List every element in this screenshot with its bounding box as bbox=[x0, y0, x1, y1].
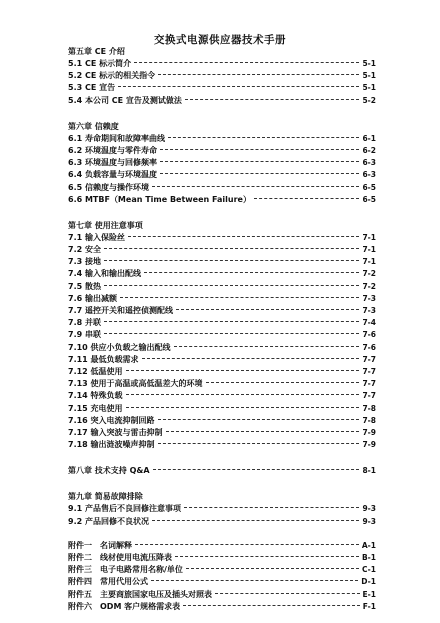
leader-dots bbox=[135, 544, 359, 545]
toc-entry-page: 7-9 bbox=[362, 440, 376, 450]
leader-dots bbox=[152, 520, 359, 521]
leader-dots bbox=[153, 469, 360, 470]
leader-dots bbox=[174, 346, 360, 347]
section-gap bbox=[68, 477, 376, 491]
leader-dots bbox=[160, 149, 359, 150]
chapter-8-entry[interactable] bbox=[68, 465, 376, 477]
leader-dots bbox=[104, 248, 359, 249]
leader-dots bbox=[184, 507, 359, 508]
toc-entry[interactable] bbox=[68, 182, 376, 194]
leader-dots bbox=[134, 62, 359, 63]
toc-entry[interactable] bbox=[68, 157, 376, 169]
toc-entry-label: 5.4 本公司 CE 宣告及测试做法 bbox=[68, 95, 182, 105]
toc-entry-label: 7.14 特殊负载 bbox=[68, 391, 123, 401]
leader-dots bbox=[126, 407, 360, 408]
toc-entry[interactable] bbox=[68, 268, 376, 280]
toc-entry-label: 6.6 MTBF（Mean Time Between Failure） bbox=[68, 194, 251, 204]
appendix-entry[interactable] bbox=[68, 564, 376, 576]
toc-entry[interactable] bbox=[68, 516, 376, 528]
toc-entry[interactable] bbox=[68, 95, 376, 107]
toc-entry-label: 5.2 CE 标示的相关指令 bbox=[68, 71, 156, 81]
toc-entry-label: 第八章 技术支持 Q&A bbox=[68, 466, 150, 476]
toc-entry-page: 7-8 bbox=[362, 403, 376, 413]
toc-entry[interactable] bbox=[68, 293, 376, 305]
chapter-6-heading: 第六章 信赖度 bbox=[68, 121, 119, 131]
toc-entry-page: 7-7 bbox=[362, 391, 376, 401]
toc-entry-label: 附件三 电子电路常用名称/单位 bbox=[68, 565, 183, 575]
toc-entry[interactable] bbox=[68, 503, 376, 515]
toc-entry-page: 7-1 bbox=[362, 245, 376, 255]
toc-entry-page: 5-2 bbox=[362, 95, 376, 105]
toc-entry-page: D-1 bbox=[361, 577, 376, 587]
toc-entry-label: 6.4 负载容量与环境温度 bbox=[68, 170, 157, 180]
toc-entry-page: 7-8 bbox=[362, 415, 376, 425]
toc-entry-label: 5.1 CE 标示简介 bbox=[68, 59, 132, 68]
leader-dots bbox=[175, 556, 359, 557]
toc-entry-page: 6-1 bbox=[362, 133, 376, 143]
leader-dots bbox=[118, 86, 359, 87]
toc-entry-page: 7-3 bbox=[362, 293, 376, 303]
toc-entry-page: 6-5 bbox=[362, 194, 376, 204]
section-gap bbox=[68, 107, 376, 121]
toc-entry[interactable] bbox=[68, 133, 376, 145]
toc-entry[interactable] bbox=[68, 403, 376, 415]
toc-entry-page: 7-7 bbox=[362, 354, 376, 364]
toc-entry-label: 7.3 接地 bbox=[68, 257, 101, 267]
toc-entry-page: 7-2 bbox=[362, 269, 376, 279]
toc-entry[interactable] bbox=[68, 244, 376, 256]
leader-dots bbox=[158, 443, 360, 444]
leader-dots bbox=[206, 382, 360, 383]
leader-dots bbox=[104, 260, 359, 261]
toc-entry-page: 7-4 bbox=[362, 318, 376, 328]
toc-entry-page: 7-7 bbox=[362, 379, 376, 389]
toc-entry[interactable] bbox=[68, 82, 376, 94]
toc-entry-label: 7.15 充电使用 bbox=[68, 403, 123, 413]
toc-entry-page: 5-1 bbox=[362, 59, 376, 68]
toc-entry[interactable] bbox=[68, 145, 376, 157]
toc-entry[interactable] bbox=[68, 329, 376, 341]
toc-entry-label: 附件一 名词解释 bbox=[68, 540, 132, 550]
section-gap bbox=[68, 206, 376, 220]
leader-dots bbox=[215, 593, 360, 594]
leader-dots bbox=[126, 370, 360, 371]
chapter-9-heading: 第九章 简易故障排除 bbox=[68, 492, 143, 502]
toc-entry-label: 7.11 最低负载需求 bbox=[68, 354, 139, 364]
section-gap bbox=[68, 528, 376, 540]
toc-entry-label: 7.13 使用于高温或高低温差大的环境 bbox=[68, 379, 203, 389]
chapter-5-heading: 第五章 CE 介绍 bbox=[68, 47, 125, 56]
leader-dots bbox=[254, 198, 359, 199]
toc-entry-label: 附件五 主要商旅国家电压及插头对照表 bbox=[68, 589, 212, 599]
toc-entry-page: 6-2 bbox=[362, 145, 376, 155]
toc-entry-page: 7-9 bbox=[362, 427, 376, 437]
table-of-contents bbox=[68, 46, 376, 613]
toc-entry-page: 7-2 bbox=[362, 281, 376, 291]
toc-entry-label: 6.1 寿命期间和故障率曲线 bbox=[68, 133, 165, 143]
toc-entry-label: 7.6 输出减额 bbox=[68, 293, 117, 303]
toc-entry-page: 8-1 bbox=[362, 466, 376, 476]
toc-entry[interactable] bbox=[68, 366, 376, 378]
leader-dots bbox=[183, 605, 360, 606]
toc-entry[interactable] bbox=[68, 281, 376, 293]
toc-entry[interactable] bbox=[68, 256, 376, 268]
appendix-entry[interactable] bbox=[68, 552, 376, 564]
toc-entry[interactable] bbox=[68, 70, 376, 82]
appendix-entry[interactable] bbox=[68, 589, 376, 601]
leader-dots bbox=[104, 333, 359, 334]
leader-dots bbox=[166, 431, 360, 432]
toc-entry-label: 7.16 突入电流抑制回路 bbox=[68, 415, 155, 425]
toc-entry-label: 9.2 产品回修不良状况 bbox=[68, 516, 149, 526]
toc-entry[interactable] bbox=[68, 58, 376, 70]
toc-entry-page: 7-6 bbox=[362, 330, 376, 340]
leader-dots bbox=[152, 186, 359, 187]
toc-entry[interactable] bbox=[68, 378, 376, 390]
toc-entry-label: 6.2 环境温度与零件寿命 bbox=[68, 145, 157, 155]
appendix-entry[interactable] bbox=[68, 540, 376, 552]
toc-entry-label: 9.1 产品售后不良回修注意事项 bbox=[68, 504, 181, 514]
toc-entry-label: 7.8 并联 bbox=[68, 318, 101, 328]
leader-dots bbox=[160, 161, 359, 162]
toc-entry-page: E-1 bbox=[362, 589, 376, 599]
chapter-7-heading: 第七章 使用注意事项 bbox=[68, 220, 143, 230]
toc-entry-label: 7.12 低温使用 bbox=[68, 366, 123, 376]
leader-dots bbox=[186, 568, 359, 569]
toc-entry-page: A-1 bbox=[361, 540, 376, 550]
appendix-entry[interactable] bbox=[68, 576, 376, 588]
leader-dots bbox=[144, 272, 359, 273]
toc-entry-label: 6.3 环境温度与回修频率 bbox=[68, 158, 157, 168]
document-title: 交换式电源供应器技术手册 bbox=[154, 34, 286, 46]
leader-dots bbox=[120, 297, 359, 298]
toc-entry[interactable] bbox=[68, 305, 376, 317]
toc-entry[interactable] bbox=[68, 169, 376, 181]
toc-entry-page: F-1 bbox=[362, 601, 376, 611]
toc-entry-page: 9-3 bbox=[362, 504, 376, 514]
toc-entry-page: 9-3 bbox=[362, 516, 376, 526]
toc-entry-label: 6.5 信赖度与操作环境 bbox=[68, 182, 149, 192]
toc-entry-page: C-1 bbox=[361, 565, 376, 575]
toc-entry[interactable] bbox=[68, 439, 376, 451]
toc-entry[interactable] bbox=[68, 427, 376, 439]
toc-entry[interactable] bbox=[68, 342, 376, 354]
toc-entry-page: 7-1 bbox=[362, 232, 376, 242]
leader-dots bbox=[126, 394, 360, 395]
toc-entry-label: 附件六 ODM 客户规格需求表 bbox=[68, 601, 181, 611]
toc-entry-page: 7-7 bbox=[362, 366, 376, 376]
toc-entry-label: 附件四 常用代用公式 bbox=[68, 577, 148, 587]
toc-entry-page: 6-3 bbox=[362, 158, 376, 168]
toc-entry-page: 5-1 bbox=[362, 83, 376, 93]
toc-entry-label: 7.2 安全 bbox=[68, 245, 101, 255]
appendix-entry[interactable] bbox=[68, 601, 376, 613]
toc-entry[interactable] bbox=[68, 390, 376, 402]
toc-entry-page: 7-1 bbox=[362, 257, 376, 267]
toc-entry-page: 7-3 bbox=[362, 306, 376, 315]
toc-entry[interactable] bbox=[68, 194, 376, 206]
toc-entry-label: 5.3 CE 宣告 bbox=[68, 83, 116, 93]
toc-entry-label: 7.9 串联 bbox=[68, 330, 101, 340]
leader-dots bbox=[142, 358, 360, 359]
toc-entry[interactable] bbox=[68, 354, 376, 366]
leader-dots bbox=[128, 236, 359, 237]
toc-entry-label: 7.18 输出涟波噪声抑制 bbox=[68, 440, 155, 450]
leader-dots bbox=[168, 137, 359, 138]
toc-entry[interactable] bbox=[68, 317, 376, 329]
leader-dots bbox=[158, 419, 360, 420]
toc-entry-label: 7.17 输入突波与雷击抑制 bbox=[68, 427, 163, 437]
toc-entry-page: 6-3 bbox=[362, 170, 376, 180]
leader-dots bbox=[185, 99, 360, 100]
toc-entry-page: 6-5 bbox=[362, 182, 376, 192]
leader-dots bbox=[176, 309, 359, 310]
leader-dots bbox=[151, 580, 358, 581]
toc-entry-label: 附件二 线材使用电流压降表 bbox=[68, 553, 172, 562]
toc-entry-page: 7-6 bbox=[362, 342, 376, 352]
toc-entry-label: 7.4 输入和输出配线 bbox=[68, 269, 141, 279]
leader-dots bbox=[160, 173, 359, 174]
toc-entry-label: 7.1 输入保险丝 bbox=[68, 232, 125, 242]
toc-entry-page: B-1 bbox=[361, 553, 376, 562]
toc-entry-page: 5-1 bbox=[362, 71, 376, 81]
toc-entry-label: 7.5 散热 bbox=[68, 281, 101, 291]
leader-dots bbox=[158, 74, 359, 75]
toc-entry[interactable] bbox=[68, 415, 376, 427]
toc-entry[interactable] bbox=[68, 232, 376, 244]
toc-entry-label: 7.7 遥控开关和遥控侦测配线 bbox=[68, 306, 173, 315]
section-gap bbox=[68, 451, 376, 465]
leader-dots bbox=[104, 285, 359, 286]
leader-dots bbox=[104, 321, 359, 322]
toc-entry-label: 7.10 供应小负载之输出配线 bbox=[68, 342, 171, 352]
